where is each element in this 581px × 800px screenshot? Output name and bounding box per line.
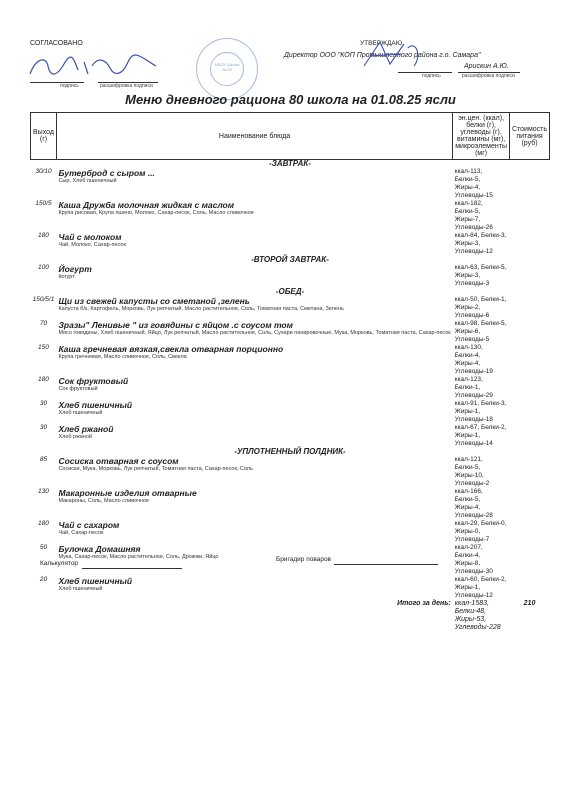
item-price xyxy=(509,168,549,200)
item-dish-cell xyxy=(56,344,452,376)
item-dish-name: Щи из свежей капусты со сметаной ,зелень xyxy=(58,296,250,306)
item-ingredients: Крупа рисовая, Крупа пшено, Молоко, Сахар-песок, Соль, Масло сливочное xyxy=(58,210,254,216)
item-output: 150/5/1 xyxy=(32,296,55,303)
item-price xyxy=(509,488,549,520)
item-price xyxy=(509,400,549,424)
section-title: -ЗАВТРАК- xyxy=(269,159,311,168)
menu-item-row xyxy=(31,520,550,544)
signature-caption-3: подпись xyxy=(422,73,441,79)
item-dish-cell xyxy=(56,488,452,520)
section-row xyxy=(31,448,550,456)
director-title: Директор ООО "КОП Промышленного района г.о. Самара" xyxy=(284,52,481,59)
item-output: 130 xyxy=(38,488,49,495)
signature-caption-2: расшифровка подписи xyxy=(100,83,153,89)
item-dish-cell xyxy=(56,296,452,320)
stamp-text: МБОУ Школа № 80 xyxy=(214,62,240,72)
item-price xyxy=(509,520,549,544)
brigadier-label: Бригадир поваров xyxy=(276,556,332,563)
section-title: -ОБЕД- xyxy=(275,287,305,296)
item-dish-name: Йогурт xyxy=(58,264,92,274)
item-dish-name: Бутерброд с сыром ... xyxy=(58,168,155,178)
total-price: 210 xyxy=(523,600,536,607)
director-name: Арискин А.Ю. xyxy=(464,63,509,70)
signature-left xyxy=(26,52,166,82)
menu-item-row xyxy=(31,296,550,320)
menu-table xyxy=(30,112,550,632)
menu-item-row xyxy=(31,376,550,400)
item-output: 180 xyxy=(38,376,49,383)
item-dish-cell xyxy=(56,376,452,400)
item-ingredients: Крупа гречневая, Масло сливочное, Соль, Свекла xyxy=(58,354,187,360)
item-price xyxy=(509,296,549,320)
item-output: 100 xyxy=(38,264,49,271)
item-ingredients: Хлеб пшеничный xyxy=(58,586,103,592)
item-output: 30 xyxy=(39,400,48,407)
total-row xyxy=(31,600,550,632)
item-output: 150/5 xyxy=(35,200,52,207)
menu-item-row xyxy=(31,576,550,600)
item-price xyxy=(509,320,549,344)
item-nutrition: ккал-84, Белки-3, Жиры-3, Углеводы-12 xyxy=(454,232,507,255)
item-nutrition: ккал-166, Белки-5, Жиры-4, Углеводы-28 xyxy=(454,488,493,519)
item-dish-cell xyxy=(56,424,452,448)
item-ingredients: Сок фруктовый xyxy=(58,386,98,392)
item-price xyxy=(509,376,549,400)
item-ingredients: Мука, Сахар-песок, Масло растительное, Соль, Дрожжи, Яйцо xyxy=(58,554,219,560)
item-price xyxy=(509,576,549,600)
item-nutrition: ккал-63, Белки-5, Жиры-3, Углеводы-3 xyxy=(454,264,507,287)
item-nutrition: ккал-113, Белки-5, Жиры-4, Углеводы-15 xyxy=(454,168,493,199)
calculator-sign-line xyxy=(82,568,182,569)
item-dish-name: Каша Дружба молочная жидкая с маслом xyxy=(58,200,235,210)
section-row xyxy=(31,160,550,169)
col-dish-header: Наименование блюда xyxy=(56,113,452,160)
item-dish-name: Сок фруктовый xyxy=(58,376,129,386)
item-dish-cell xyxy=(56,264,452,288)
item-ingredients: йогурт xyxy=(58,274,75,280)
item-nutrition: ккал-50, Белки-1, Жиры-2, Углеводы-6 xyxy=(454,296,507,319)
calculator-label: Калькулятор xyxy=(40,560,79,567)
item-dish-name: Зразы" Ленивые " из говядины с яйцом .с соусом том xyxy=(58,320,293,330)
item-price xyxy=(509,456,549,488)
item-dish-cell xyxy=(56,320,452,344)
item-dish-name: Сосиска отварная с соусом xyxy=(58,456,179,466)
menu-item-row xyxy=(31,232,550,256)
item-price xyxy=(509,344,549,376)
item-dish-cell xyxy=(56,232,452,256)
item-dish-name: Чай с молоком xyxy=(58,232,122,242)
signature-caption-1: подпись xyxy=(60,83,79,89)
item-dish-name: Хлеб пшеничный xyxy=(58,400,133,410)
item-nutrition: ккал-67, Белки-2, Жиры-1, Углеводы-14 xyxy=(454,424,507,447)
total-label: Итого за день: xyxy=(397,600,451,607)
item-nutrition: ккал-207, Белки-4, Жиры-8, Углеводы-30 xyxy=(454,544,493,575)
item-ingredients: Капуста б/к, Картофель, Морковь, Лук репчатый, Масло растительное, Соль, Томатная паста, Сметана, Зелень xyxy=(58,306,344,312)
item-nutrition: ккал-123, Белки-1, Углеводы-29 xyxy=(454,376,493,399)
col-price-header: Стоимость питания (руб) xyxy=(509,113,549,160)
approved-right-label: УТВЕРЖДАЮ xyxy=(360,40,403,47)
item-dish-cell xyxy=(56,544,452,576)
item-nutrition: ккал-182, Белки-5, Жиры-7, Углеводы-26 xyxy=(454,200,493,231)
item-output: 180 xyxy=(38,520,49,527)
item-dish-name: Хлеб пшеничный xyxy=(58,576,133,586)
item-ingredients: Сосиски, Мука, Морковь, Лук репчатый, Томатная паста, Сахар-песок, Соль xyxy=(58,466,253,472)
item-price xyxy=(509,200,549,232)
item-output: 30/10 xyxy=(35,168,52,175)
section-title: -УПЛОТНЕННЫЙ ПОЛДНИК- xyxy=(234,447,346,456)
item-price xyxy=(509,544,549,576)
item-dish-cell xyxy=(56,576,452,600)
item-ingredients: Хлеб пшеничный xyxy=(58,410,103,416)
menu-item-row xyxy=(31,344,550,376)
item-dish-cell xyxy=(56,168,452,200)
total-spacer xyxy=(31,600,57,632)
item-ingredients: Мясо говядины, Хлеб пшеничный, Яйцо, Лук репчатый, Масло растительное, Соль, Сухари панировочные, Мука, Морковь, Томатная паста, Сахар-песок xyxy=(58,330,451,336)
item-dish-cell xyxy=(56,456,452,488)
table-header-row xyxy=(31,113,550,160)
item-nutrition: ккал-130, Белки-4, Жиры-4, Углеводы-19 xyxy=(454,344,493,375)
item-dish-name: Каша гречневая вязкая,свекла отварная порционно xyxy=(58,344,284,354)
approved-left-label: СОГЛАСОВАНО xyxy=(30,40,83,47)
item-dish-name: Хлеб ржаной xyxy=(58,424,114,434)
item-ingredients: Чай, Сахар-песок xyxy=(58,530,104,536)
col-nutrition-header: эн.цен. (ккал), белки (г), углеводы (г), витамины (мг), микроэлементы (мг) xyxy=(453,113,510,160)
item-dish-cell xyxy=(56,200,452,232)
item-dish-name: Булочка Домашняя xyxy=(58,544,141,554)
menu-item-row xyxy=(31,200,550,232)
item-price xyxy=(509,264,549,288)
menu-item-row xyxy=(31,400,550,424)
item-output: 180 xyxy=(38,232,49,239)
section-title: -ВТОРОЙ ЗАВТРАК- xyxy=(251,255,329,264)
menu-item-row xyxy=(31,264,550,288)
item-output: 85 xyxy=(39,456,48,463)
item-price xyxy=(509,232,549,256)
page-title: Меню дневного рациона 80 школа на 01.08.25 ясли xyxy=(125,92,456,107)
item-nutrition: ккал-91, Белки-3, Жиры-1, Углеводы-18 xyxy=(454,400,507,423)
item-dish-cell xyxy=(56,520,452,544)
menu-item-row xyxy=(31,320,550,344)
item-output: 70 xyxy=(39,320,48,327)
total-nutrition: ккал-1583, Белки-48, Жиры-53, Углеводы-228 xyxy=(454,600,501,631)
section-row xyxy=(31,288,550,296)
section-row xyxy=(31,256,550,264)
item-nutrition: ккал-29, Белки-0, Жиры-0, Углеводы-7 xyxy=(454,520,507,543)
item-output: 50 xyxy=(39,544,48,551)
item-output: 20 xyxy=(39,576,48,583)
col-output-header: Выход (г) xyxy=(31,113,57,160)
item-ingredients: Чай, Молоко, Сахар-песок xyxy=(58,242,126,248)
item-ingredients: Сыр, Хлеб пшеничный xyxy=(58,178,117,184)
brigadier-sign-line xyxy=(334,564,438,565)
signature-right xyxy=(360,36,430,76)
signature-caption-4: расшифровка подписи xyxy=(462,73,515,79)
item-nutrition: ккал-121, Белки-5, Жиры-10, Углеводы-2 xyxy=(454,456,490,487)
item-nutrition: ккал-60, Белки-2, Жиры-1, Углеводы-12 xyxy=(454,576,507,599)
item-dish-name: Чай с сахаром xyxy=(58,520,120,530)
item-ingredients: Хлеб ржаной xyxy=(58,434,92,440)
menu-item-row xyxy=(31,456,550,488)
item-output: 30 xyxy=(39,424,48,431)
item-output: 150 xyxy=(38,344,49,351)
menu-item-row xyxy=(31,168,550,200)
item-dish-cell xyxy=(56,400,452,424)
menu-item-row xyxy=(31,424,550,448)
item-nutrition: ккал-98, Белки-5, Жиры-6, Углеводы-5 xyxy=(454,320,507,343)
menu-item-row xyxy=(31,488,550,520)
item-dish-name: Макаронные изделия отварные xyxy=(58,488,197,498)
item-ingredients: Макароны, Соль, Масло сливочное xyxy=(58,498,150,504)
item-price xyxy=(509,424,549,448)
